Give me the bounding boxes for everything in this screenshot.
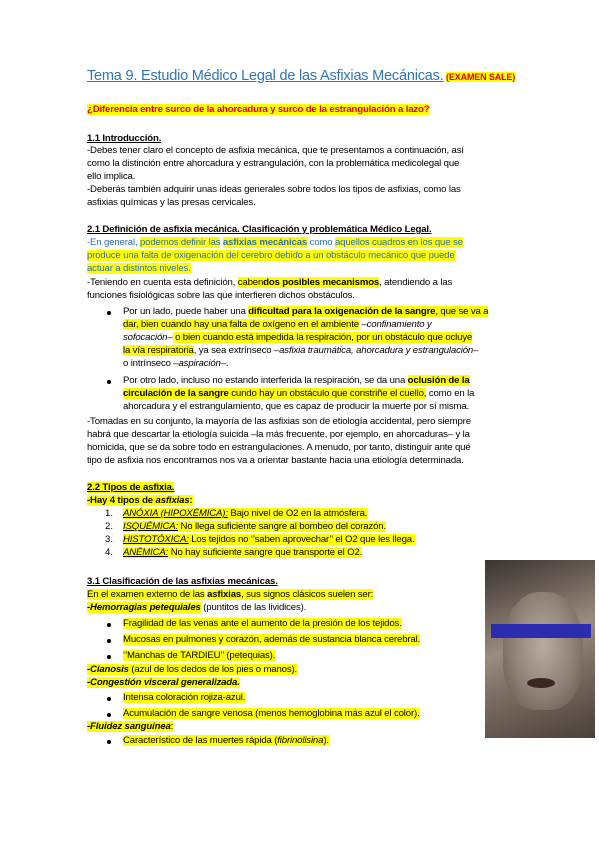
bullet-line bbox=[123, 708, 420, 720]
paragraph-line bbox=[87, 721, 173, 733]
bullet-line bbox=[123, 634, 420, 646]
text-run: Acumulación de sangre venosa (menos hemoglobina más azul el color). bbox=[123, 708, 420, 719]
text-run: la vía respiratoria bbox=[123, 345, 194, 356]
text-run: dificultad para la oxigenación de la sangre bbox=[248, 306, 436, 317]
bullet-line bbox=[123, 692, 245, 704]
text-run: -Congestión visceral generalizada. bbox=[87, 677, 240, 688]
bullet-marker bbox=[107, 311, 111, 315]
section-heading-intro: 1.1 Introducción. bbox=[87, 133, 162, 144]
text-run: ANÉMICA: bbox=[123, 547, 169, 558]
text-run: 2.2 Tipos de asfixia. bbox=[87, 482, 175, 493]
text-run: , atendiendo a las bbox=[379, 277, 453, 288]
text-run: (azul de los dedos de los pies o manos). bbox=[128, 664, 298, 675]
paragraph-line bbox=[87, 277, 452, 289]
paragraph-line: tipo de asfixia nos encontramos nos va a orientar bastante hacia una etiología determinada. bbox=[87, 455, 464, 466]
text-run: Los tejidos no ‘’saben aprovechar’’ el O2 que les llega. bbox=[188, 534, 415, 545]
text-run: : bbox=[189, 495, 193, 506]
text-run: -En general, bbox=[87, 237, 138, 248]
text-run: dar, bien cuando hay una falta de oxígeno en el ambiente bbox=[123, 319, 359, 330]
paragraph-line bbox=[87, 602, 306, 614]
text-run: -Cianosis bbox=[87, 664, 129, 675]
bullet-line bbox=[123, 375, 470, 387]
text-run: ISQUÉMICA: bbox=[123, 521, 179, 532]
text-run: o intrínseco – bbox=[123, 358, 179, 369]
text-run: , que se va a bbox=[435, 306, 489, 317]
text-run: No hay suficiente sangre que transporte el O2. bbox=[168, 547, 363, 558]
bullet-line bbox=[123, 388, 474, 400]
text-run: oclusión de la bbox=[407, 375, 470, 386]
intro-line: -Deberás también adquirir unas ideas generales sobre todos los tipos de asfixias, como las bbox=[87, 184, 461, 195]
bullet-marker bbox=[107, 639, 111, 643]
intro-line: ello implica. bbox=[87, 171, 136, 182]
document-title-line bbox=[87, 70, 515, 84]
bullet-marker bbox=[107, 713, 111, 717]
paragraph-line: homicida, que se da sobre todo en estrangulaciones. A menudo, por tanto, distinguir ante qué bbox=[87, 442, 471, 453]
list-number: 4. bbox=[105, 547, 114, 558]
definition-line bbox=[87, 250, 455, 262]
section-heading-definition: 2.1 Definición de asfixia mecánica. Clasificación y problemática Médico Legal. bbox=[87, 224, 432, 235]
text-run: asfixias bbox=[207, 589, 242, 600]
intro-line: como la distinción entre ahorcadura y estrangulación, con la problemática medicolegal que bbox=[87, 158, 460, 169]
question-line bbox=[87, 104, 429, 116]
list-number: 2. bbox=[105, 521, 114, 532]
bullet-marker bbox=[107, 740, 111, 744]
text-run: : bbox=[170, 721, 174, 732]
bullet-line bbox=[123, 306, 488, 318]
bullet-line bbox=[123, 358, 228, 370]
bullet-line bbox=[123, 332, 472, 344]
text-run: aquellos cuadros en los que se bbox=[335, 237, 463, 248]
text-run: Por otro lado, incluso no estando interferida la respiración, se da una bbox=[123, 375, 406, 386]
text-run: asfixias mecánicas bbox=[222, 237, 308, 248]
text-run: ANÓXIA (HIPOXÉMICA): bbox=[123, 508, 228, 519]
paragraph-line bbox=[87, 677, 240, 689]
face-shape bbox=[503, 592, 583, 710]
document-title: Tema 9. Estudio Médico Legal de las Asfixias Mecánicas. bbox=[87, 68, 444, 84]
text-run: No llega suficiente sangre al bombeo del corazón. bbox=[178, 521, 386, 532]
section-heading-types bbox=[87, 482, 174, 494]
text-run: – bbox=[473, 345, 479, 356]
text-run: -Teniendo en cuenta esta definición, bbox=[87, 277, 236, 288]
text-run: sofocación– bbox=[123, 332, 173, 343]
intro-line: asfixias químicas y las presas cervicales. bbox=[87, 197, 256, 208]
eye-censor-bar bbox=[491, 624, 591, 638]
text-run: o bien cuando está impedida la respiración, por un obstáculo que ocluye bbox=[172, 332, 473, 343]
paragraph-line bbox=[87, 664, 297, 676]
exam-tag: (EXAMEN SALE) bbox=[446, 72, 516, 82]
list-item bbox=[123, 547, 362, 559]
text-run: Bajo nivel de O2 en la atmósfera. bbox=[227, 508, 368, 519]
text-run: produce una falta de oxigenación del cerebro debido a un obstáculo mecánico que puede bbox=[87, 250, 455, 261]
bullet-line bbox=[123, 735, 329, 747]
paragraph-line: -Tomadas en su conjunto, la mayoría de las asfixias son de etiología accidental, pero siempre bbox=[87, 416, 471, 427]
bullet-line bbox=[123, 618, 402, 630]
question: ¿Diferencia entre surco de la ahorcadura y surco de la estrangulación a lazo? bbox=[87, 104, 430, 115]
text-run: -Fluidez sanguínea bbox=[87, 721, 171, 732]
text-run: asfixia traumática, ahorcadura y estrangulación bbox=[279, 345, 474, 356]
text-run: -Hemorragias petequiales bbox=[87, 602, 201, 613]
paragraph-line bbox=[87, 589, 373, 601]
text-run: –confinamiento y bbox=[358, 319, 432, 330]
paragraph-line: habrá que descartar la etiología suicida –la más frecuente, por ejemplo, en ahorcaduras– y la bbox=[87, 429, 470, 440]
text-run: fibrinolisina bbox=[277, 735, 324, 746]
list-number: 3. bbox=[105, 534, 114, 545]
bullet-marker bbox=[107, 655, 111, 659]
text-run: –. bbox=[220, 358, 229, 369]
text-run: HISTOTÓXICA: bbox=[123, 534, 189, 545]
bullet-marker bbox=[107, 623, 111, 627]
text-run: cundo hay un obstáculo que constriñe el cuello, bbox=[228, 388, 427, 399]
text-run: como bbox=[309, 237, 333, 248]
definition-line bbox=[87, 263, 191, 275]
text-run: Intensa coloración rojiza-azul. bbox=[123, 692, 246, 703]
text-run: Por un lado, puede haber una bbox=[123, 306, 246, 317]
text-run: -Hay 4 tipos de bbox=[87, 495, 156, 506]
bullet-line: ahorcadura y el estrangulamiento, que es capaz de producir la muerte por sí misma. bbox=[123, 401, 470, 412]
text-run: Mucosas en pulmones y corazón, además de sustancia blanca cerebral. bbox=[123, 634, 421, 645]
text-run: asfixias bbox=[155, 495, 190, 506]
bullet-line bbox=[123, 650, 275, 662]
text-run: podemos definir las bbox=[139, 237, 221, 248]
paragraph-line: funciones fisiológicas sobre las que interfieren dichos obstáculos. bbox=[87, 290, 355, 301]
text-run: Fragilidad de las venas ante el aumento de la presión de los tejidos. bbox=[123, 618, 402, 629]
text-run: En el examen externo de las bbox=[87, 589, 205, 600]
intro-line: -Debes tener claro el concepto de asfixia mecánica, que te presentamos a continuación, así bbox=[87, 145, 464, 156]
text-run: aspiración bbox=[178, 358, 221, 369]
text-run: caben bbox=[237, 277, 264, 288]
text-run: (puntitos de las lividices). bbox=[200, 602, 307, 613]
text-run: ). bbox=[323, 735, 329, 746]
types-intro bbox=[87, 495, 193, 507]
list-item bbox=[123, 508, 367, 520]
text-run: dos posibles mecanismos bbox=[263, 277, 380, 288]
mouth-shape bbox=[527, 678, 555, 688]
text-run: ‘’Manchas de TARDIEU’’ (petequias). bbox=[123, 650, 276, 661]
text-run: como en la bbox=[426, 388, 475, 399]
text-run: , ya sea extrínseco – bbox=[193, 345, 280, 356]
text-run: actuar a distintos niveles. bbox=[87, 263, 191, 274]
text-run: , sus signos clásicos suelen ser: bbox=[241, 589, 374, 600]
text-run: circulación de la sangre bbox=[123, 388, 229, 399]
bullet-line bbox=[123, 319, 432, 331]
list-item bbox=[123, 534, 415, 546]
section-heading-classification: 3.1 Clasificación de las asfixias mecánicas. bbox=[87, 576, 278, 587]
list-number: 1. bbox=[105, 508, 114, 519]
text-run: Característico de las muertes rápida ( bbox=[123, 735, 278, 746]
bullet-line bbox=[123, 345, 478, 357]
cyanosis-photo bbox=[485, 560, 595, 738]
definition-line bbox=[87, 237, 463, 249]
list-item bbox=[123, 521, 386, 533]
bullet-marker bbox=[107, 697, 111, 701]
bullet-marker bbox=[107, 380, 111, 384]
